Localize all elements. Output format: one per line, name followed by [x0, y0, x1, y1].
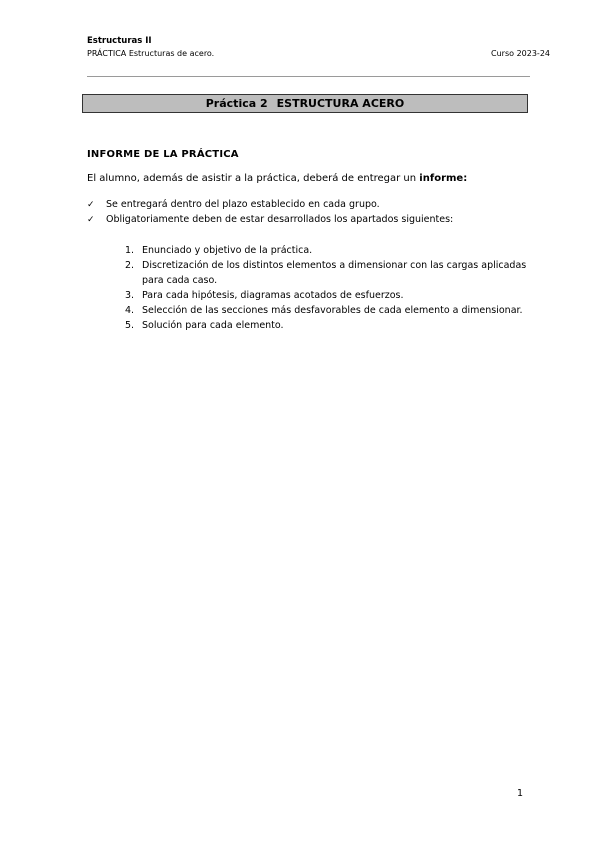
intro-paragraph [87, 173, 467, 184]
header-subtitle: PRÁCTICA Estructuras de acero. [87, 49, 215, 58]
check-item-text: Se entregará dentro del plazo establecido en cada grupo. [106, 199, 380, 210]
list-item [125, 288, 527, 303]
header-year: Curso 2023-24 [491, 49, 550, 58]
page-number: 1 [516, 788, 523, 799]
check-item [87, 212, 453, 227]
list-item-text: Solución para cada elemento. [142, 320, 284, 331]
section-heading: INFORME DE LA PRÁCTICA [87, 149, 239, 160]
list-item-number: 3. [125, 290, 135, 301]
practice-name: ESTRUCTURA ACERO [276, 97, 405, 110]
intro-bold: informe: [419, 173, 468, 184]
list-item-text: Discretización de los distintos elementos a dimensionar con las cargas aplicadas para cada caso. [142, 260, 527, 286]
practice-number: Práctica 2 [205, 97, 268, 110]
checkmark-icon: ✓ [87, 214, 95, 225]
list-item-number: 5. [125, 320, 135, 331]
list-item [125, 243, 527, 258]
check-item [87, 197, 453, 212]
list-item [125, 258, 527, 288]
report-sections-list [125, 243, 527, 333]
list-item [125, 318, 527, 333]
list-item [125, 303, 527, 318]
check-list [87, 197, 453, 227]
list-item-text: Selección de las secciones más desfavorables de cada elemento a dimensionar. [142, 305, 523, 316]
check-item-text: Obligatoriamente deben de estar desarrollados los apartados siguientes: [106, 214, 454, 225]
header-course: Estructuras II [87, 36, 152, 46]
practice-title-box [82, 94, 528, 113]
list-item-number: 4. [125, 305, 135, 316]
list-item-number: 2. [125, 260, 135, 271]
header-divider [87, 76, 530, 77]
list-item-text: Para cada hipótesis, diagramas acotados de esfuerzos. [142, 290, 404, 301]
list-item-text: Enunciado y objetivo de la práctica. [142, 245, 313, 256]
checkmark-icon: ✓ [87, 199, 95, 210]
list-item-number: 1. [125, 245, 135, 256]
intro-text: El alumno, además de asistir a la práctica, deberá de entregar un [87, 173, 420, 184]
